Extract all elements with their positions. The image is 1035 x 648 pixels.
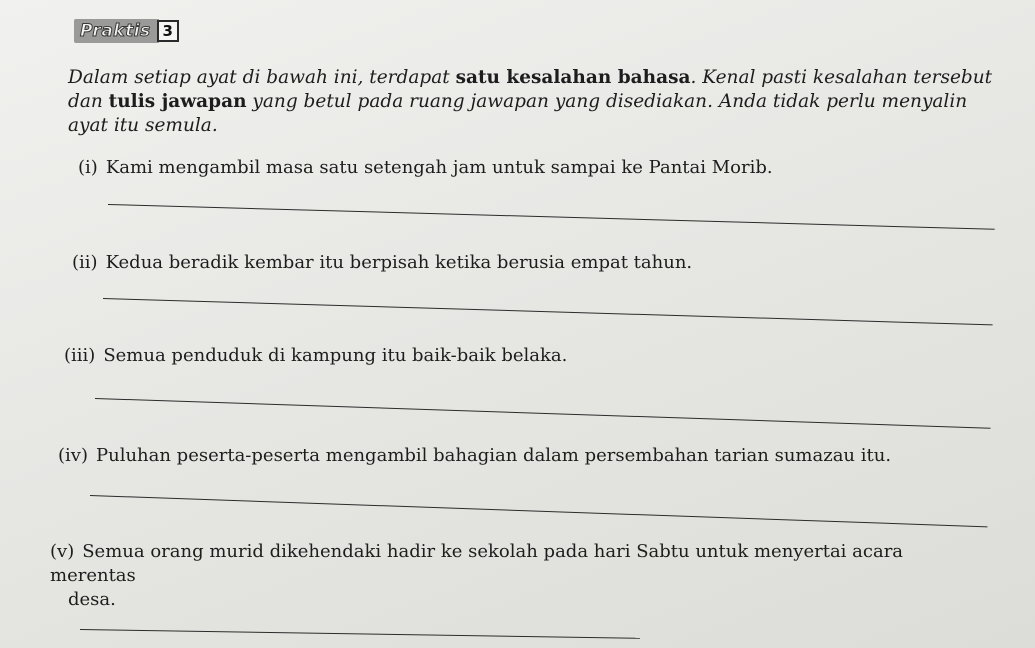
question-number: (v) xyxy=(50,541,75,562)
question-text: Kami mengambil masa satu setengah jam untuk sampai ke Pantai Morib. xyxy=(105,157,773,178)
question-text: Puluhan peserta-peserta mengambil bahagian dalam persembahan tarian sumazau itu. xyxy=(95,445,892,466)
question-text-continued: desa. xyxy=(68,589,116,610)
instruction-text xyxy=(68,66,1008,138)
question-4 xyxy=(58,445,891,467)
instruction-part: Dalam setiap ayat di bawah ini, terdapat xyxy=(68,67,456,88)
question-3 xyxy=(64,345,567,367)
answer-line-4[interactable] xyxy=(90,495,987,527)
exercise-number: 3 xyxy=(157,20,179,42)
exercise-label: Praktis xyxy=(74,19,159,43)
instruction-emphasis: tulis jawapan xyxy=(108,91,247,112)
instruction-emphasis: satu kesalahan bahasa xyxy=(455,67,691,88)
instruction-part: yang betul pada ruang jawapan yang disediakan. Anda tidak perlu menyalin ayat itu semula. xyxy=(68,91,968,136)
question-text: Semua orang murid dikehendaki hadir ke sekolah pada hari Sabtu untuk menyertai acara merentas xyxy=(50,541,904,586)
exercise-badge xyxy=(74,19,179,43)
question-number: (iv) xyxy=(58,445,88,466)
instruction-part: . Kenal pasti kesalahan tersebut dan xyxy=(68,67,993,112)
answer-line-5[interactable] xyxy=(80,629,640,639)
question-number: (ii) xyxy=(72,252,98,273)
answer-line-1[interactable] xyxy=(108,204,995,230)
question-number: (iii) xyxy=(64,345,96,366)
question-5 xyxy=(50,540,980,612)
question-text: Kedua beradik kembar itu berpisah ketika berusia empat tahun. xyxy=(105,252,693,273)
answer-line-2[interactable] xyxy=(103,298,993,325)
question-number: (i) xyxy=(78,157,98,178)
answer-line-3[interactable] xyxy=(95,398,991,429)
question-2 xyxy=(72,252,692,274)
question-1 xyxy=(78,157,773,179)
question-text: Semua penduduk di kampung itu baik-baik belaka. xyxy=(103,345,568,366)
